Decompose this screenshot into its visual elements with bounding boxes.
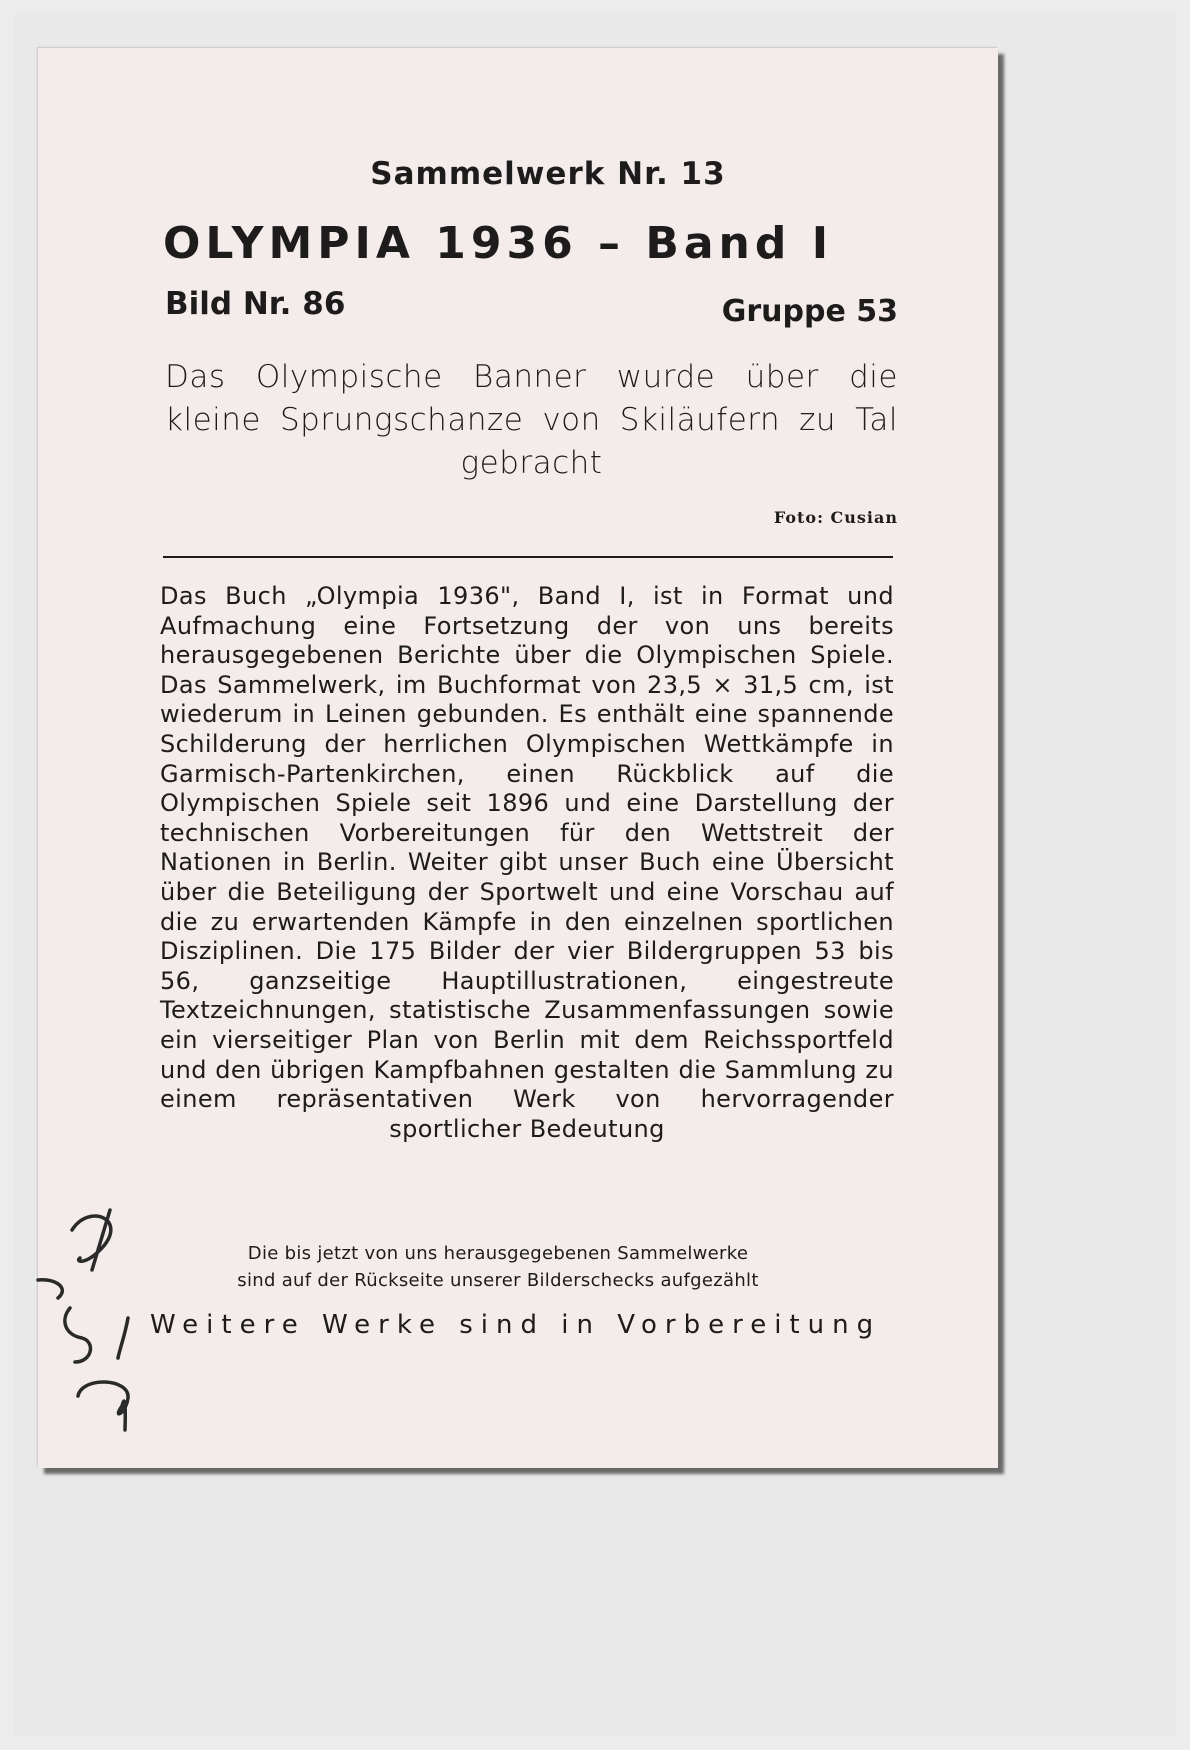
collection-note xyxy=(158,1240,838,1294)
series-heading: Sammelwerk Nr. 13 xyxy=(370,156,726,192)
description-paragraph: Das Buch „Olympia 1936", Band I, ist in Format und Aufmachung eine Fortsetzung der von uns bereits herausgegebenen Berichte über die Olympischen Spiele. Das Sammelwerk, im Buchformat von 23,5 × 31,5 cm, ist wiederum in Leinen gebunden. Es enthält eine spannende Schilderung der herrlichen Olympischen Wettkämpfe in Garmisch-Partenkirchen, einen Rückblick auf die Olympischen Spiele seit 1896 und eine Darstellung der technischen Vorbereitungen für den Wettstreit der Nationen in Berlin. Weiter gibt unser Buch eine Übersicht über die Beteiligung der Sportwelt und eine Vorschau auf die zu erwartenden Kämpfe in den einzelnen sportlichen Disziplinen. Die 175 Bilder der vier Bildergruppen 53 bis 56, ganzseitige Hauptillustrationen, eingestreute Textzeichnungen, statistische Zusammenfassungen sowie ein vierseitiger Plan von Berlin mit dem Reichssportfeld und den übrigen Kampfbahnen gestalten die Sammlung zu einem repräsentativen Werk von hervorragender sportlicher Bedeutung xyxy=(160,582,894,1143)
photo-credit: Foto: Cusian xyxy=(773,508,898,527)
footer-line: Weitere Werke sind in Vorbereitung xyxy=(150,1310,882,1340)
handwritten-stroke-4 xyxy=(118,1318,128,1358)
trading-card-back xyxy=(38,48,998,1468)
picture-number: Bild Nr. 86 xyxy=(165,286,346,322)
divider xyxy=(163,556,893,558)
handwritten-stroke-5 xyxy=(78,1382,128,1430)
card-title: OLYMPIA 1936 – Band I xyxy=(163,218,834,269)
collection-note-line-2: sind auf der Rückseite unserer Bilderschecks aufgezählt xyxy=(237,1270,759,1291)
handwritten-stroke-1 xyxy=(72,1210,111,1270)
group-number: Gruppe 53 xyxy=(721,294,898,329)
handwritten-price-mark xyxy=(30,1200,140,1440)
picture-caption: Das Olympische Banner wurde über die kleine Sprungschanze von Skiläufern zu Tal gebracht xyxy=(165,359,898,481)
handwritten-stroke-3 xyxy=(65,1308,91,1362)
collection-note-line-1: Die bis jetzt von uns herausgegebenen Sammelwerke xyxy=(247,1243,749,1264)
handwritten-stroke-2 xyxy=(38,1280,62,1298)
